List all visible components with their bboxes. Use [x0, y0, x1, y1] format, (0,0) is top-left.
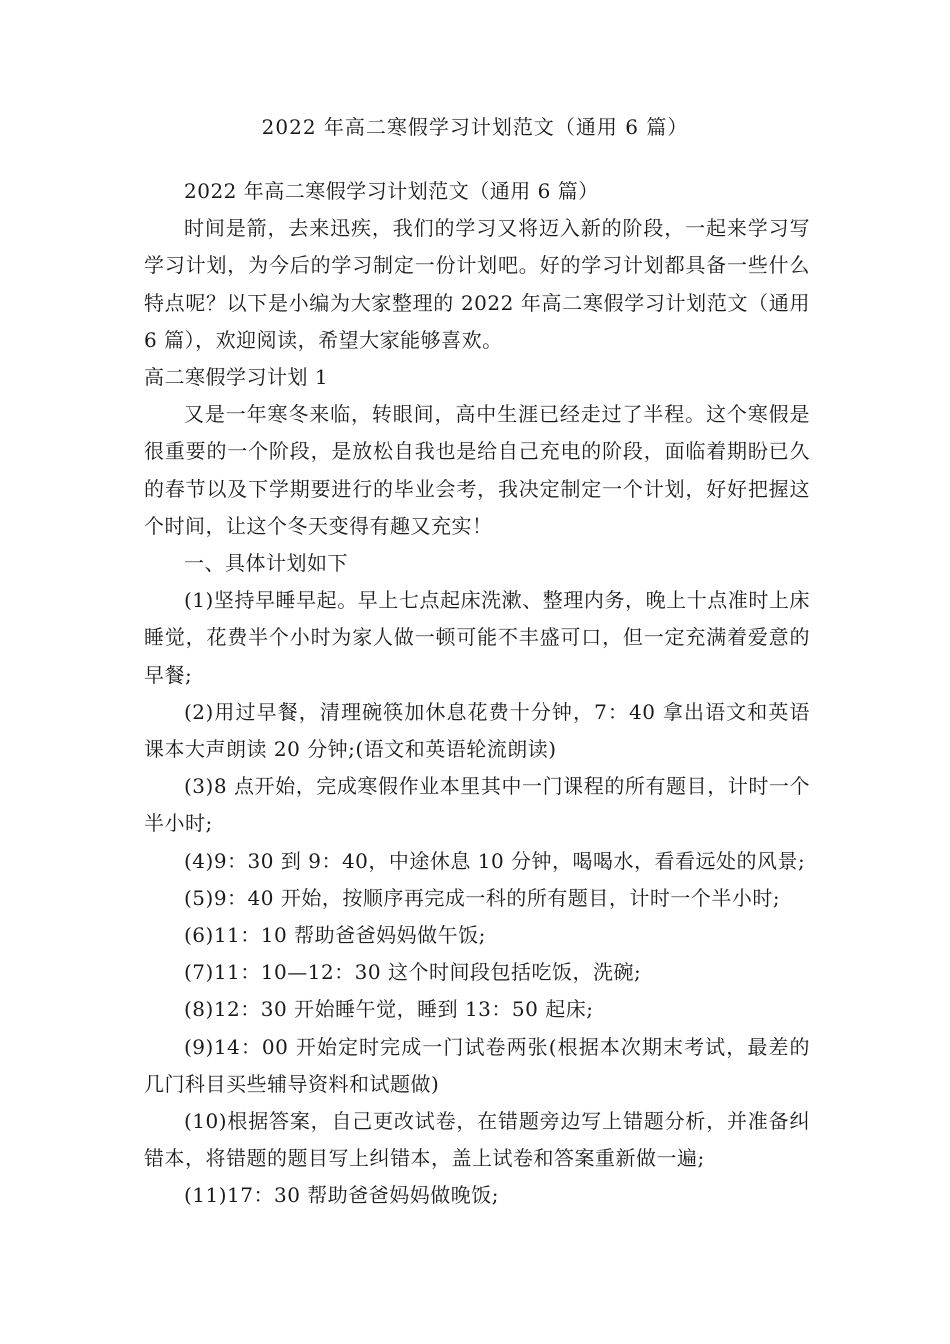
list-item: (11)17：30 帮助爸爸妈妈做晚饭; [184, 1183, 500, 1208]
list-item: (9)14：00 开始定时完成一门试卷两张(根据本次期末考试，最差的几门科目买些辅导资料和试题做) [144, 1034, 810, 1096]
list-item: (3)8 点开始，完成寒假作业本里其中一门课程的所有题目，计时一个半小时; [144, 774, 810, 836]
document-title: 2022 年高二寒假学习计划范文（通用 6 篇） [261, 115, 689, 139]
list-item: (6)11：10 帮助爸爸妈妈做午饭; [184, 923, 486, 948]
list-item: (4)9：30 到 9：40，中途休息 10 分钟，喝喝水，看看远处的风景; [184, 848, 806, 873]
list-item: (7)11：10—12：30 这个时间段包括吃饭，洗碗; [184, 960, 642, 985]
paragraph-intro: 时间是箭，去来迅疾，我们的学习又将迈入新的阶段，一起来学习写学习计划，为今后的学习制定一份计划吧。好的学习计划都具备一些什么特点呢？以下是小编为大家整理的 2022 年高二寒假学习计划范文（通用 6 篇），欢迎阅读，希望大家能够喜欢。 [144, 216, 810, 352]
paragraph-subtitle: 2022 年高二寒假学习计划范文（通用 6 篇） [184, 179, 599, 203]
subsection-heading: 一、具体计划如下 [184, 551, 348, 576]
document-body [144, 173, 810, 1215]
list-item: (2)用过早餐，清理碗筷加休息花费十分钟，7：40 拿出语文和英语课本大声朗读 20 分钟;(语文和英语轮流朗读) [144, 699, 810, 762]
section-heading: 高二寒假学习计划 1 [144, 365, 329, 390]
list-item: (5)9：40 开始，按顺序再完成一科的所有题目，计时一个半小时; [184, 885, 781, 910]
list-item: (1)坚持早睡早起。早上七点起床洗漱、整理内务，晚上十点准时上床睡觉，花费半个小时为家人做一顿可能不丰盛可口，但一定充满着爱意的早餐; [144, 588, 810, 687]
list-item: (8)12：30 开始睡午觉，睡到 13：50 起床; [184, 997, 594, 1022]
paragraph-plan-intro: 又是一年寒冬来临，转眼间，高中生涯已经走过了半程。这个寒假是很重要的一个阶段，是放松自我也是给自己充电的阶段，面临着期盼已久的春节以及下学期要进行的毕业会考，我决定制定一个计划，好好把握这个时间，让这个冬天变得有趣又充实！ [144, 402, 810, 538]
list-item: (10)根据答案，自己更改试卷，在错题旁边写上错题分析，并准备纠错本，将错题的题目写上纠错本，盖上试卷和答案重新做一遍; [144, 1109, 810, 1171]
